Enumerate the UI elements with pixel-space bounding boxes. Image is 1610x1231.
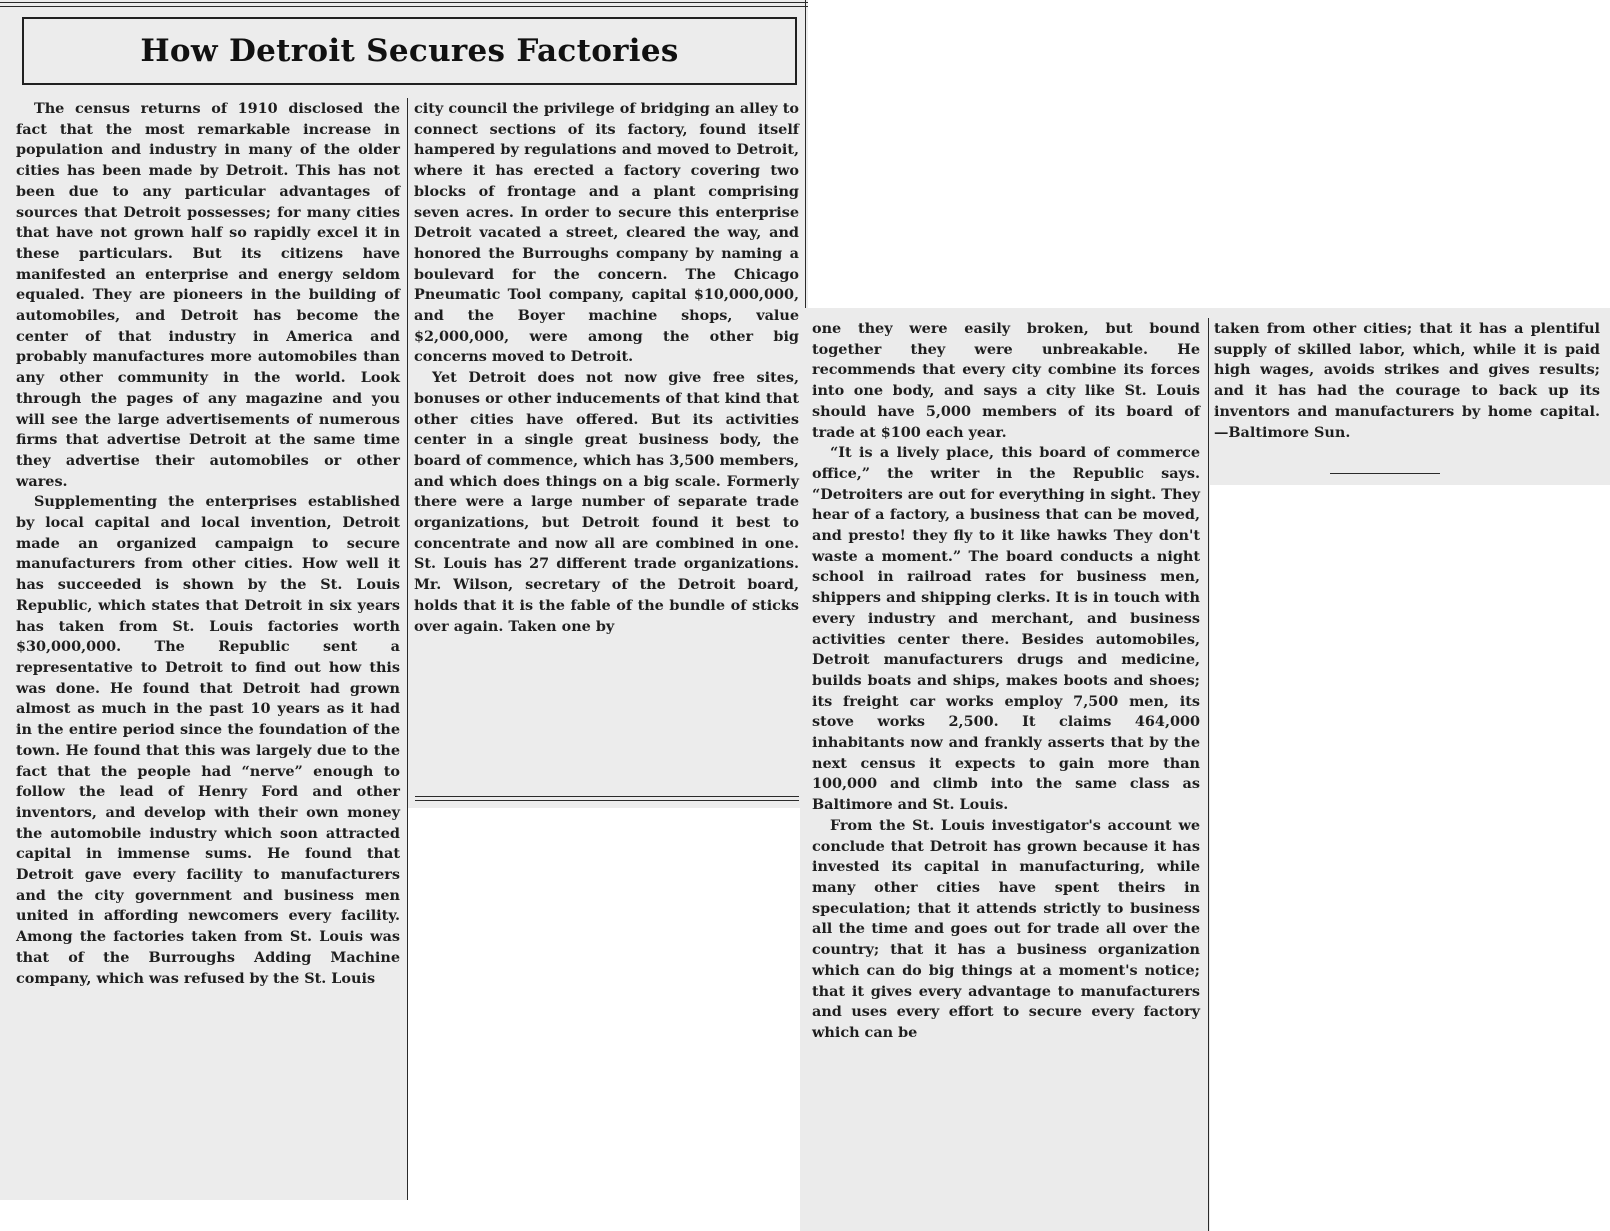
blank-area <box>0 1200 408 1231</box>
column-rule <box>1208 318 1209 1231</box>
headline: How Detroit Secures Factories <box>140 33 679 69</box>
column-4 <box>1214 319 1600 443</box>
top-rule <box>0 2 808 3</box>
column-2 <box>414 99 799 637</box>
paragraph: city council the privilege of bridging an alley to connect sections of its factory, found itself hampered by regulations and moved to Detroit, where it has erected a factory covering two blocks of frontage and a plant comprising seven acres. In order to secure this enterprise Detroit vacated a street, cleared the way, and honored the Burroughs company by naming a boulevard for the concern. The Chicago Pneumatic Tool company, capital $10,000,000, and the Boyer machine shops, value $2,000,000, were among the other big concerns moved to Detroit. <box>414 100 799 366</box>
paragraph: Yet Detroit does not now give free sites, bonuses or other inducements of that kind that other cities have offered. But its activities center in a single great business body, the board of commence, which has 3,500 members, and which does things on a big scale. Formerly there were a large number of separate trade organizations, but Detroit found it best to concentrate and now all are combined in one. St. Louis has 27 different trade organizations. Mr. Wilson, secretary of the Detroit board, holds that it is the fable of the bundle of sticks over again. Taken one by <box>414 369 799 635</box>
paragraph: one they were easily broken, but bound together they were unbreakable. He recommends that every city combine its forces into one body, and says a city like St. Louis should have 5,000 members of its board of trade at $100 each year. <box>812 320 1200 441</box>
end-rule <box>1330 473 1440 474</box>
paragraph: taken from other cities; that it has a plentiful supply of skilled labor, which, while it is paid high wages, avoids strikes and gives results; and it has had the courage to back up its inventors and manufacturers by home capital.—Baltimore Sun. <box>1214 320 1600 441</box>
paragraph: “It is a lively place, this board of commerce office,” the writer in the Republic says. “Detroiters are out for everything in sight. They hear of a factory, a business that can be moved, and presto! they fly to it like hawks They don't waste a moment.” The board conducts a night school in railroad rates for business men, shippers and shipping clerks. It is in touch with every industry and merchant, and business activities center there. Besides automobiles, Detroit manufacturers drugs and medicine, builds boats and ships, makes boots and shoes; its freight car works employ 7,500 men, its stove works 2,500. It claims 464,000 inhabitants now and frankly asserts that by the next census it expects to gain more than 100,000 and climb into the same class as Baltimore and St. Louis. <box>812 444 1200 814</box>
paragraph: From the St. Louis investigator's account we conclude that Detroit has grown because it has invested its capital in manufacturing, while many other cities have spent theirs in speculation; that it attends strictly to business all the time and goes out for trade all over the country; that it has a business organization which can do big things at a moment's notice; that it gives every advantage to manufacturers and uses every effort to secure every factory which can be <box>812 816 1200 1041</box>
column-end-rule <box>415 800 799 801</box>
paragraph: Supplementing the enterprises established by local capital and local invention, Detroit made an organized campaign to secure manufacturers from other cities. How well it has succeeded is shown by the St. Louis Republic, which states that Detroit in six years has taken from St. Louis factories worth $30,000,000. The Republic sent a representative to Detroit to find out how this was done. He found that Detroit had grown almost as much in the past 10 years as it had in the entire period since the foundation of the town. He found that this was largely due to the fact that the people had “nerve” enough to follow the lead of Henry Ford and other inventors, and develop with their own money the automobile industry which soon attracted capital in immense sums. He found that Detroit gave every facility to manufacturers and the city government and business men united in affording newcomers every facility. Among the factories taken from St. Louis was that of the Burroughs Adding Machine company, which was refused by the St. Louis <box>16 493 400 987</box>
blank-area <box>408 808 808 1231</box>
column-3 <box>812 319 1200 1044</box>
paragraph: The census returns of 1910 disclosed the fact that the most remarkable increase in population and industry in many of the older cities has been made by Detroit. This has not been due to any particular advantages of sources that Detroit possesses; for many cities that have not grown half so rapidly excel it in these particulars. But its citizens have manifested an enterprise and energy seldom equaled. They are pioneers in the building of automobiles, and Detroit has become the center of that industry in America and probably manufactures more automobiles than any other community in the world. Look through the pages of any magazine and you will see the large advertisements of numerous firms that advertise Detroit at the same time they advertise their automobiles or other wares. <box>16 100 400 490</box>
top-rule <box>0 6 808 7</box>
blank-area <box>1210 485 1610 1231</box>
headline-box <box>22 17 797 85</box>
column-1 <box>16 99 400 989</box>
column-end-rule <box>415 796 799 797</box>
column-rule <box>407 98 408 1200</box>
